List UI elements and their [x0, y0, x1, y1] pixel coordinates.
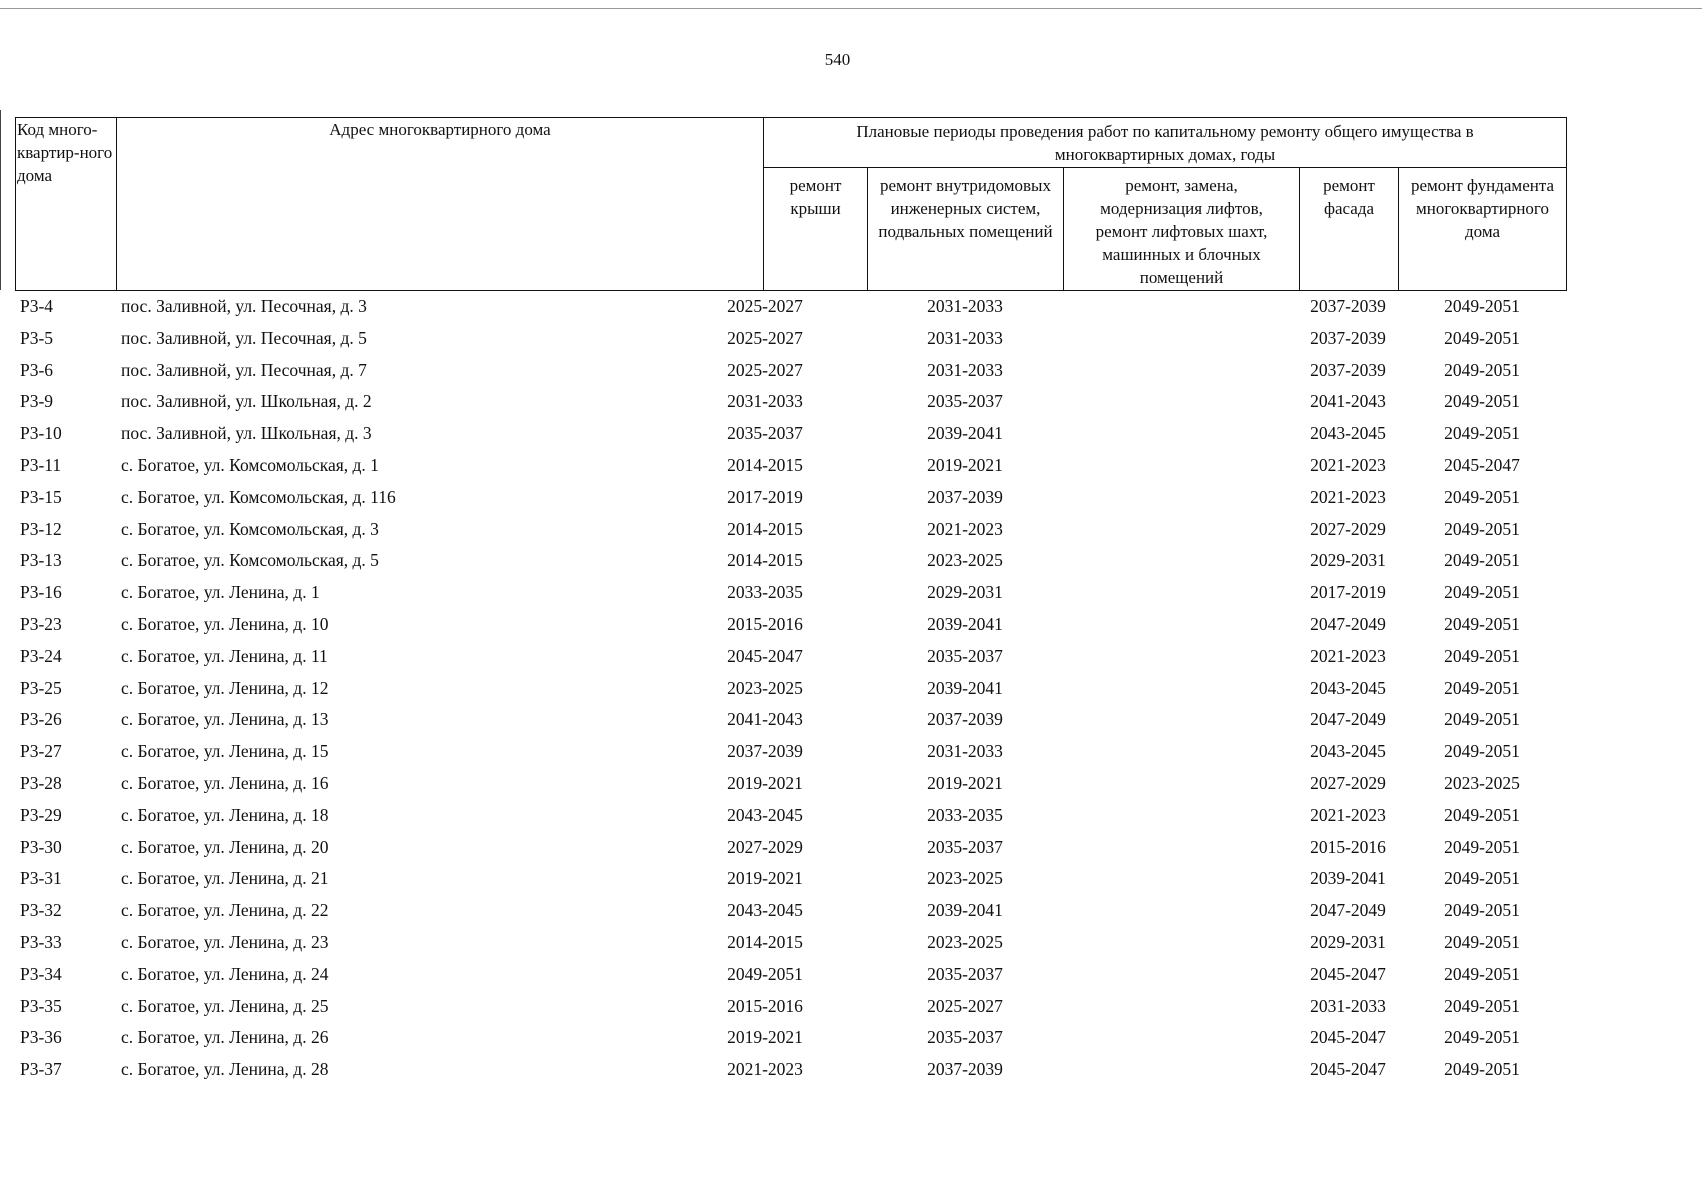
cell-facade: 2047-2049 — [1310, 709, 1386, 730]
cell-foundation: 2049-2051 — [1444, 391, 1520, 412]
table-row — [15, 800, 1566, 832]
cell-code: Р3-36 — [20, 1027, 62, 1048]
cell-facade: 2031-2033 — [1310, 995, 1386, 1016]
cell-address: с. Богатое, ул. Ленина, д. 11 — [121, 645, 328, 666]
cell-utilities: 2031-2033 — [927, 359, 1003, 380]
cell-foundation: 2049-2051 — [1444, 995, 1520, 1016]
left-edge-line — [0, 110, 1, 290]
cell-utilities: 2035-2037 — [927, 645, 1003, 666]
table-row — [15, 641, 1566, 673]
cell-roof: 2025-2027 — [727, 327, 803, 348]
cell-roof: 2025-2027 — [727, 359, 803, 380]
cell-foundation: 2049-2051 — [1444, 1027, 1520, 1048]
table-row — [15, 545, 1566, 577]
cell-roof: 2043-2045 — [727, 804, 803, 825]
table-row — [15, 959, 1566, 991]
table-row — [15, 291, 1566, 323]
cell-utilities: 2037-2039 — [927, 486, 1003, 507]
cell-facade: 2037-2039 — [1310, 327, 1386, 348]
cell-utilities: 2023-2025 — [927, 550, 1003, 571]
cell-code: Р3-26 — [20, 709, 62, 730]
cell-address: с. Богатое, ул. Ленина, д. 25 — [121, 995, 329, 1016]
cell-address: с. Богатое, ул. Ленина, д. 1 — [121, 582, 320, 603]
cell-foundation: 2049-2051 — [1444, 327, 1520, 348]
cell-code: Р3-4 — [20, 296, 54, 316]
table-row — [15, 768, 1566, 800]
table-row — [15, 991, 1566, 1023]
cell-roof: 2014-2015 — [727, 518, 803, 539]
cell-utilities: 2037-2039 — [927, 1059, 1003, 1080]
cell-facade: 2027-2029 — [1310, 772, 1386, 793]
cell-utilities: 2035-2037 — [927, 1027, 1003, 1048]
cell-facade: 2037-2039 — [1310, 359, 1386, 380]
cell-facade: 2021-2023 — [1310, 645, 1386, 666]
table-body — [15, 291, 1566, 1086]
cell-utilities: 2039-2041 — [927, 423, 1003, 444]
cell-foundation: 2049-2051 — [1444, 963, 1520, 984]
table-row — [15, 1054, 1566, 1086]
cell-roof: 2021-2023 — [727, 1059, 803, 1080]
cell-code: Р3-30 — [20, 836, 62, 857]
cell-utilities: 2023-2025 — [927, 931, 1003, 952]
cell-facade: 2047-2049 — [1310, 613, 1386, 634]
cell-address: с. Богатое, ул. Ленина, д. 10 — [121, 613, 329, 634]
cell-code: Р3-10 — [20, 423, 62, 444]
cell-code: Р3-6 — [20, 359, 54, 380]
table-row — [15, 832, 1566, 864]
cell-roof: 2045-2047 — [727, 645, 803, 666]
cell-utilities: 2033-2035 — [927, 804, 1003, 825]
cell-address: с. Богатое, ул. Ленина, д. 12 — [121, 677, 329, 698]
cell-utilities: 2023-2025 — [927, 868, 1003, 889]
cell-facade: 2017-2019 — [1310, 582, 1386, 603]
cell-utilities: 2025-2027 — [927, 995, 1003, 1016]
cell-roof: 2037-2039 — [727, 741, 803, 762]
cell-address: пос. Заливной, ул. Школьная, д. 2 — [121, 391, 372, 412]
cell-address: с. Богатое, ул. Ленина, д. 26 — [121, 1027, 329, 1048]
cell-code: Р3-11 — [20, 454, 62, 475]
header-facade: ремонт фасада — [1300, 168, 1399, 291]
cell-roof: 2014-2015 — [727, 454, 803, 475]
cell-code: Р3-12 — [20, 518, 62, 539]
header-address: Адрес многоквартирного дома — [117, 118, 764, 291]
cell-facade: 2027-2029 — [1310, 518, 1386, 539]
cell-roof: 2014-2015 — [727, 931, 803, 952]
cell-roof: 2027-2029 — [727, 836, 803, 857]
cell-facade: 2021-2023 — [1310, 486, 1386, 507]
cell-address: с. Богатое, ул. Ленина, д. 15 — [121, 741, 329, 762]
cell-code: Р3-23 — [20, 613, 62, 634]
cell-foundation: 2049-2051 — [1444, 645, 1520, 666]
cell-address: с. Богатое, ул. Ленина, д. 28 — [121, 1059, 329, 1080]
cell-roof: 2049-2051 — [727, 963, 803, 984]
cell-address: с. Богатое, ул. Комсомольская, д. 3 — [121, 518, 379, 539]
cell-address: с. Богатое, ул. Комсомольская, д. 116 — [121, 486, 396, 507]
table-row — [15, 355, 1566, 387]
cell-roof: 2035-2037 — [727, 423, 803, 444]
cell-foundation: 2049-2051 — [1444, 423, 1520, 444]
cell-foundation: 2049-2051 — [1444, 868, 1520, 889]
cell-utilities: 2035-2037 — [927, 391, 1003, 412]
header-periods: Плановые периоды проведения работ по капитальному ремонту общего имущества в многоквартирных домах, годы — [764, 118, 1567, 168]
table-row — [15, 704, 1566, 736]
cell-code: Р3-5 — [20, 327, 54, 348]
cell-roof: 2014-2015 — [727, 550, 803, 571]
cell-utilities: 2031-2033 — [927, 327, 1003, 348]
cell-utilities: 2039-2041 — [927, 900, 1003, 921]
cell-roof: 2033-2035 — [727, 582, 803, 603]
cell-roof: 2031-2033 — [727, 391, 803, 412]
cell-facade: 2047-2049 — [1310, 900, 1386, 921]
cell-roof: 2019-2021 — [727, 1027, 803, 1048]
cell-utilities: 2035-2037 — [927, 836, 1003, 857]
cell-roof: 2025-2027 — [727, 296, 803, 316]
cell-code: Р3-35 — [20, 995, 62, 1016]
cell-address: с. Богатое, ул. Ленина, д. 24 — [121, 963, 329, 984]
cell-code: Р3-24 — [20, 645, 62, 666]
table-row — [15, 736, 1566, 768]
table-row — [15, 482, 1566, 514]
cell-utilities: 2035-2037 — [927, 963, 1003, 984]
cell-code: Р3-15 — [20, 486, 62, 507]
cell-foundation: 2049-2051 — [1444, 677, 1520, 698]
page-number: 540 — [824, 50, 851, 69]
cell-facade: 2041-2043 — [1310, 391, 1386, 412]
cell-code: Р3-9 — [20, 391, 54, 412]
cell-roof: 2023-2025 — [727, 677, 803, 698]
cell-utilities: 2039-2041 — [927, 677, 1003, 698]
table-row — [15, 863, 1566, 895]
cell-roof: 2043-2045 — [727, 900, 803, 921]
cell-address: с. Богатое, ул. Ленина, д. 22 — [121, 900, 329, 921]
cell-address: с. Богатое, ул. Ленина, д. 23 — [121, 931, 329, 952]
cell-code: Р3-31 — [20, 868, 62, 889]
cell-code: Р3-32 — [20, 900, 62, 921]
cell-utilities: 2031-2033 — [927, 296, 1003, 316]
cell-code: Р3-34 — [20, 963, 62, 984]
cell-facade: 2021-2023 — [1310, 454, 1386, 475]
cell-facade: 2045-2047 — [1310, 963, 1386, 984]
cell-roof: 2019-2021 — [727, 868, 803, 889]
cell-utilities: 2021-2023 — [927, 518, 1003, 539]
table-row — [15, 1022, 1566, 1054]
cell-code: Р3-27 — [20, 741, 62, 762]
header-roof: ремонт крыши — [764, 168, 868, 291]
cell-code: Р3-25 — [20, 677, 62, 698]
cell-address: пос. Заливной, ул. Песочная, д. 3 — [121, 296, 367, 316]
cell-facade: 2037-2039 — [1310, 296, 1386, 316]
cell-foundation: 2049-2051 — [1444, 931, 1520, 952]
cell-utilities: 2029-2031 — [927, 582, 1003, 603]
cell-foundation: 2049-2051 — [1444, 296, 1520, 316]
table-row — [15, 514, 1566, 546]
cell-facade: 2043-2045 — [1310, 741, 1386, 762]
table-row — [15, 609, 1566, 641]
cell-foundation: 2049-2051 — [1444, 709, 1520, 730]
header-utilities: ремонт внутридомовых инженерных систем, подвальных помещений — [868, 168, 1064, 291]
cell-facade: 2045-2047 — [1310, 1059, 1386, 1080]
cell-address: пос. Заливной, ул. Школьная, д. 3 — [121, 423, 372, 444]
cell-roof: 2015-2016 — [727, 613, 803, 634]
cell-foundation: 2049-2051 — [1444, 486, 1520, 507]
cell-code: Р3-33 — [20, 931, 62, 952]
table-row — [15, 418, 1566, 450]
cell-facade: 2045-2047 — [1310, 1027, 1386, 1048]
top-rule — [0, 8, 1702, 9]
cell-code: Р3-29 — [20, 804, 62, 825]
cell-address: пос. Заливной, ул. Песочная, д. 5 — [121, 327, 367, 348]
table-row — [15, 577, 1566, 609]
cell-address: с. Богатое, ул. Ленина, д. 21 — [121, 868, 329, 889]
cell-facade: 2039-2041 — [1310, 868, 1386, 889]
table-header — [15, 117, 1567, 291]
cell-utilities: 2019-2021 — [927, 454, 1003, 475]
cell-address: с. Богатое, ул. Ленина, д. 16 — [121, 772, 329, 793]
cell-utilities: 2019-2021 — [927, 772, 1003, 793]
table-row — [15, 450, 1566, 482]
cell-address: с. Богатое, ул. Ленина, д. 20 — [121, 836, 329, 857]
cell-address: пос. Заливной, ул. Песочная, д. 7 — [121, 359, 367, 380]
cell-utilities: 2037-2039 — [927, 709, 1003, 730]
cell-foundation: 2049-2051 — [1444, 613, 1520, 634]
header-foundation: ремонт фундамента многоквартирного дома — [1399, 168, 1567, 291]
cell-foundation: 2045-2047 — [1444, 454, 1520, 475]
cell-address: с. Богатое, ул. Ленина, д. 13 — [121, 709, 329, 730]
cell-facade: 2029-2031 — [1310, 550, 1386, 571]
cell-foundation: 2049-2051 — [1444, 518, 1520, 539]
cell-roof: 2015-2016 — [727, 995, 803, 1016]
table-row — [15, 927, 1566, 959]
cell-facade: 2043-2045 — [1310, 423, 1386, 444]
table-row — [15, 323, 1566, 355]
cell-foundation: 2049-2051 — [1444, 741, 1520, 762]
cell-foundation: 2049-2051 — [1444, 1059, 1520, 1080]
cell-foundation: 2049-2051 — [1444, 582, 1520, 603]
cell-address: с. Богатое, ул. Ленина, д. 18 — [121, 804, 329, 825]
cell-facade: 2015-2016 — [1310, 836, 1386, 857]
cell-foundation: 2023-2025 — [1444, 772, 1520, 793]
cell-foundation: 2049-2051 — [1444, 900, 1520, 921]
table-row — [15, 895, 1566, 927]
cell-code: Р3-37 — [20, 1059, 62, 1080]
cell-code: Р3-16 — [20, 582, 62, 603]
table-row — [15, 673, 1566, 705]
cell-facade: 2021-2023 — [1310, 804, 1386, 825]
cell-foundation: 2049-2051 — [1444, 359, 1520, 380]
header-lifts: ремонт, замена, модернизация лифтов, ремонт лифтовых шахт, машинных и блочных помещений — [1064, 168, 1300, 291]
cell-address: с. Богатое, ул. Комсомольская, д. 1 — [121, 454, 379, 475]
cell-utilities: 2039-2041 — [927, 613, 1003, 634]
cell-roof: 2017-2019 — [727, 486, 803, 507]
cell-facade: 2043-2045 — [1310, 677, 1386, 698]
cell-utilities: 2031-2033 — [927, 741, 1003, 762]
cell-roof: 2019-2021 — [727, 772, 803, 793]
cell-code: Р3-13 — [20, 550, 62, 571]
table-row — [15, 386, 1566, 418]
cell-address: с. Богатое, ул. Комсомольская, д. 5 — [121, 550, 379, 571]
cell-facade: 2029-2031 — [1310, 931, 1386, 952]
cell-foundation: 2049-2051 — [1444, 550, 1520, 571]
cell-foundation: 2049-2051 — [1444, 804, 1520, 825]
cell-roof: 2041-2043 — [727, 709, 803, 730]
cell-foundation: 2049-2051 — [1444, 836, 1520, 857]
header-code: Код много-квартир-ного дома — [16, 118, 117, 291]
cell-code: Р3-28 — [20, 772, 62, 793]
